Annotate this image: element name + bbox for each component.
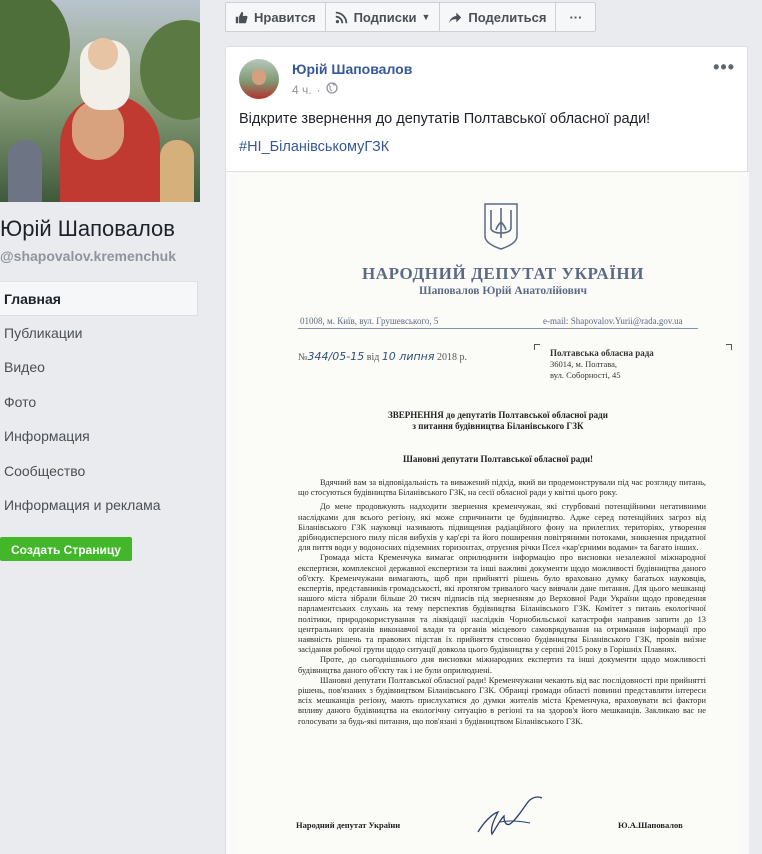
author-avatar[interactable] (239, 59, 279, 99)
post-document-image[interactable] (226, 171, 749, 854)
nav-item-info-ads[interactable]: Информация и реклама (4, 497, 161, 513)
follow-label: Подписки (353, 9, 417, 25)
document-paragraph: Громада міста Кременчука вимагає оприлюднити інформацію про висновки незалежної міжнародної експертизи, комплексної державної експертизи та інші важливі документи щодо можливості будівництва даного об'єкту. Кременчужани вимагають, щоб при прийнятті рішень було враховано думку багатьох науковців, експертів, представників громадськості, які протягом тривалого часу вивчали дане питання. Для цього мешканці нашого міста зібрали більше 20 тисяч підписів під зверненням до Верховної Ради України щодо проведення парламентських слухань на тему перспектив будівництва Біланівського ГЗК. Комітет з питань екологічної політики, природокористування та ліквідації наслідків Чорнобильської катастрофи направив запити до 13 центральних органів виконавчої влади та органів місцевого самоврядування на отримання інформації про наявність рішень та правових підстав їх прийняття стосовно будівництва Біланівського ГЗК, провів виїзне засідання робочої групи щодо ситуації довкола цього будівництва у серпні 2015 року в Горішніх Плавнях. (298, 553, 706, 655)
share-label: Поделиться (468, 9, 547, 25)
more-dots-icon: ··· (569, 9, 583, 25)
document-body (298, 478, 706, 727)
post-card (225, 46, 748, 854)
document-header-title: НАРОДНИЙ ДЕПУТАТ УКРАЇНИ (361, 264, 645, 283)
post-text: Відкрите звернення до депутатів Полтавської обласної ради! (239, 111, 651, 127)
caret-down-icon: ▼ (421, 12, 431, 22)
thumbs-up-icon (235, 11, 248, 24)
heading-line-2: з питання будівництва Біланівського ГЗК (412, 421, 584, 431)
recipient-city: 36014, м. Полтава, (550, 359, 618, 369)
document-heading (308, 410, 688, 432)
trident-emblem-icon (483, 202, 519, 250)
heading-line-1: ЗВЕРНЕННЯ до депутатів Полтавської обласної ради (388, 410, 608, 420)
nav-item-videos[interactable]: Видео (4, 359, 45, 375)
post-hashtag[interactable]: #НІ_БіланівськомуГЗК (239, 139, 390, 155)
document-salutation: Шановні депутати Полтавської обласної ради! (402, 454, 594, 464)
share-button[interactable] (439, 2, 556, 32)
document-number-line (298, 350, 467, 363)
post-meta: 4 ч. · (292, 82, 338, 97)
document-paragraph: Шановні депутати Полтавської обласної ради! Кременчужани чекають від вас послідовності при прийнятті рішень, пов'язаних з будівництвом Біланівського ГЗК. Обранці громади області повинні представляти інтереси всіх мешканців регіону, мають прислухатися до думки жителів міста Кременчука, враховувати всі фактори впливу даного будівництва на екологічну ситуацію в регіоні та на здоров'я його мешканців. Закликаю вас не голосувати за будь-які питання, що пов'язані з будівництвом Біланівського ГЗК. (298, 675, 706, 726)
page-nav (0, 281, 198, 523)
document-paragraph: Вдячний вам за відповідальність та виважений підхід, який ви продемонстрували під час розгляду питань, що стосуються будівництва Біланівського ГЗК, на сесії обласної ради у квітні цього року. (298, 478, 706, 498)
post-options-icon[interactable]: ••• (713, 57, 735, 77)
recipient-street: вул. Соборності, 45 (550, 370, 621, 380)
document-page (238, 172, 738, 854)
profile-handle[interactable]: @shapovalov.kremenchuk (0, 248, 177, 264)
document-header-name: Шаповалов Юрій Анатолійович (419, 285, 587, 297)
create-page-button[interactable]: Создать Страницу (0, 537, 132, 561)
more-actions-button[interactable] (555, 2, 596, 32)
rss-icon (335, 11, 348, 24)
nav-item-home[interactable]: Главная (0, 281, 198, 316)
document-paragraph: Проте, до сьогоднішнього дня висновки міжнародних експертиз та інші документи щодо можливості будівництва даного об'єкту так і не були оприлюднені. (298, 655, 706, 675)
date-from-label: від (366, 352, 380, 363)
handwritten-signature (470, 792, 560, 840)
nav-item-community[interactable]: Сообщество (4, 462, 86, 479)
follow-button[interactable] (325, 2, 441, 32)
document-year: 2018 р. (437, 352, 467, 363)
signature-title: Народний депутат України (296, 820, 401, 830)
document-date: 10 липня (381, 350, 435, 363)
nav-item-posts[interactable]: Публикации (4, 324, 83, 341)
share-arrow-icon (449, 11, 462, 24)
like-label: Нравится (254, 9, 316, 25)
left-column (0, 0, 200, 854)
nav-item-about[interactable]: Информация (4, 428, 90, 444)
document-paragraph: До мене продовжують надходити звернення кременчужан, які стурбовані потенційними негативними наслідками для всього регіону, які може спричинити це будівництво. Адже серед потенційних загроз від Біланівського ГЗК науковці називають підвищення радіаційного фону на прилеглих територіях, утворення дрібнодисперсного пилу після вибухів у кар'єрі та його поширення повітряними потоками, зникнення придатної для пиття води у водоносних підземних горизонтах, отруєння річки Псел «кар'єрними водами» та багато інших. (298, 502, 706, 553)
post-author[interactable]: Юрій Шаповалов (292, 61, 413, 77)
page-action-bar (225, 2, 595, 32)
like-button[interactable] (225, 2, 326, 32)
post-time[interactable]: 4 ч. (292, 82, 312, 97)
document-recipient (550, 348, 654, 381)
recipient-name: Полтавська обласна рада (550, 348, 654, 358)
corner-mark (726, 344, 732, 350)
profile-cover-photo[interactable] (0, 0, 200, 202)
nav-item-photos[interactable]: Фото (4, 393, 37, 410)
document-number: 344/05-15 (307, 350, 365, 363)
document-address: 01008, м. Київ, вул. Грушевського, 5 (300, 316, 439, 326)
document-email: e-mail: Shapovalov.Yurii@rada.gov.ua (543, 316, 683, 326)
corner-mark (534, 344, 540, 350)
signature-name: Ю.А.Шаповалов (618, 820, 683, 830)
globe-icon[interactable] (326, 82, 338, 97)
header-divider (298, 328, 698, 329)
profile-name[interactable]: Юрій Шаповалов (0, 216, 175, 241)
number-prefix: № (298, 352, 308, 363)
